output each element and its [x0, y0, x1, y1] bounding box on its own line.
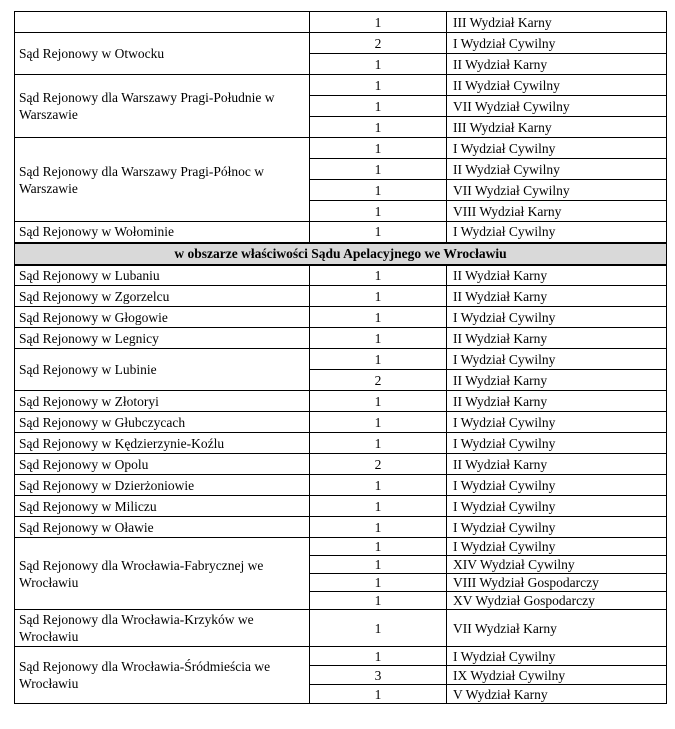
table-row — [15, 647, 667, 666]
department-cell: I Wydział Cywilny — [447, 33, 667, 54]
table-row — [15, 391, 667, 412]
table-row — [15, 307, 667, 328]
table-row — [15, 33, 667, 54]
count-cell: 1 — [310, 592, 447, 610]
court-cell: Sąd Rejonowy w Legnicy — [15, 328, 310, 349]
table-row — [15, 12, 667, 33]
department-cell: VIII Wydział Karny — [447, 201, 667, 222]
court-cell: Sąd Rejonowy dla Wrocławia-Fabrycznej we Wrocławiu — [15, 538, 310, 610]
table-row — [15, 538, 667, 556]
court-cell: Sąd Rejonowy w Dzierżoniowie — [15, 475, 310, 496]
department-cell: II Wydział Karny — [447, 54, 667, 75]
court-cell: Sąd Rejonowy dla Wrocławia-Krzyków we Wrocławiu — [15, 610, 310, 647]
department-cell: II Wydział Karny — [447, 454, 667, 475]
count-cell: 1 — [310, 433, 447, 454]
count-cell: 1 — [310, 117, 447, 138]
department-cell: II Wydział Karny — [447, 286, 667, 307]
court-cell: Sąd Rejonowy w Złotoryi — [15, 391, 310, 412]
count-cell: 1 — [310, 138, 447, 159]
court-cell: Sąd Rejonowy w Kędzierzynie-Koźlu — [15, 433, 310, 454]
court-cell: Sąd Rejonowy w Głogowie — [15, 307, 310, 328]
table-row — [15, 138, 667, 159]
department-cell: I Wydział Cywilny — [447, 647, 667, 666]
department-cell: I Wydział Cywilny — [447, 475, 667, 496]
table-row — [15, 517, 667, 538]
court-cell: Sąd Rejonowy w Zgorzelcu — [15, 286, 310, 307]
department-cell: II Wydział Cywilny — [447, 75, 667, 96]
department-cell: VII Wydział Karny — [447, 610, 667, 647]
court-cell — [15, 12, 310, 33]
count-cell: 1 — [310, 180, 447, 201]
table-row — [15, 222, 667, 243]
count-cell: 1 — [310, 265, 447, 286]
table-row — [15, 475, 667, 496]
count-cell: 1 — [310, 610, 447, 647]
department-cell: V Wydział Karny — [447, 685, 667, 704]
count-cell: 1 — [310, 286, 447, 307]
section-header-row — [15, 243, 667, 265]
count-cell: 1 — [310, 201, 447, 222]
count-cell: 1 — [310, 307, 447, 328]
department-cell: I Wydział Cywilny — [447, 412, 667, 433]
department-cell: I Wydział Cywilny — [447, 307, 667, 328]
department-cell: IX Wydział Cywilny — [447, 666, 667, 685]
department-cell: II Wydział Karny — [447, 391, 667, 412]
department-cell: VII Wydział Cywilny — [447, 96, 667, 117]
count-cell: 3 — [310, 666, 447, 685]
count-cell: 1 — [310, 647, 447, 666]
count-cell: 1 — [310, 538, 447, 556]
count-cell: 2 — [310, 454, 447, 475]
count-cell: 1 — [310, 54, 447, 75]
count-cell: 1 — [310, 328, 447, 349]
court-cell: Sąd Rejonowy dla Wrocławia-Śródmieścia we Wrocławiu — [15, 647, 310, 704]
count-cell: 1 — [310, 475, 447, 496]
department-cell: II Wydział Karny — [447, 265, 667, 286]
count-cell: 1 — [310, 517, 447, 538]
department-cell: I Wydział Cywilny — [447, 538, 667, 556]
table-row — [15, 454, 667, 475]
court-cell: Sąd Rejonowy w Miliczu — [15, 496, 310, 517]
table-row — [15, 496, 667, 517]
department-cell: II Wydział Karny — [447, 370, 667, 391]
table-row — [15, 328, 667, 349]
count-cell: 2 — [310, 33, 447, 54]
court-cell: Sąd Rejonowy dla Warszawy Pragi-Południe w Warszawie — [15, 75, 310, 138]
table-row — [15, 75, 667, 96]
count-cell: 1 — [310, 496, 447, 517]
court-cell: Sąd Rejonowy w Lubaniu — [15, 265, 310, 286]
table-row — [15, 412, 667, 433]
department-cell: VII Wydział Cywilny — [447, 180, 667, 201]
court-cell: Sąd Rejonowy w Wołominie — [15, 222, 310, 243]
department-cell: I Wydział Cywilny — [447, 349, 667, 370]
court-cell: Sąd Rejonowy w Głubczycach — [15, 412, 310, 433]
department-cell: II Wydział Karny — [447, 328, 667, 349]
count-cell: 1 — [310, 12, 447, 33]
department-cell: I Wydział Cywilny — [447, 517, 667, 538]
department-cell: III Wydział Karny — [447, 117, 667, 138]
table-row — [15, 433, 667, 454]
count-cell: 1 — [310, 391, 447, 412]
table-row — [15, 286, 667, 307]
department-cell: II Wydział Cywilny — [447, 159, 667, 180]
department-cell: XIV Wydział Cywilny — [447, 556, 667, 574]
department-cell: VIII Wydział Gospodarczy — [447, 574, 667, 592]
count-cell: 1 — [310, 159, 447, 180]
count-cell: 1 — [310, 574, 447, 592]
department-cell: I Wydział Cywilny — [447, 496, 667, 517]
count-cell: 1 — [310, 222, 447, 243]
court-cell: Sąd Rejonowy w Oławie — [15, 517, 310, 538]
count-cell: 1 — [310, 75, 447, 96]
section-header: w obszarze właściwości Sądu Apelacyjnego we Wrocławiu — [15, 243, 667, 265]
court-cell: Sąd Rejonowy w Otwocku — [15, 33, 310, 75]
count-cell: 1 — [310, 685, 447, 704]
department-cell: XV Wydział Gospodarczy — [447, 592, 667, 610]
count-cell: 2 — [310, 370, 447, 391]
count-cell: 1 — [310, 556, 447, 574]
table-row — [15, 349, 667, 370]
table-row — [15, 265, 667, 286]
department-cell: I Wydział Cywilny — [447, 433, 667, 454]
count-cell: 1 — [310, 96, 447, 117]
department-cell: I Wydział Cywilny — [447, 222, 667, 243]
court-cell: Sąd Rejonowy dla Warszawy Pragi-Północ w Warszawie — [15, 138, 310, 222]
count-cell: 1 — [310, 349, 447, 370]
court-cell: Sąd Rejonowy w Lubinie — [15, 349, 310, 391]
department-cell: III Wydział Karny — [447, 12, 667, 33]
courts-table — [14, 11, 667, 704]
count-cell: 1 — [310, 412, 447, 433]
department-cell: I Wydział Cywilny — [447, 138, 667, 159]
table-row — [15, 610, 667, 647]
court-cell: Sąd Rejonowy w Opolu — [15, 454, 310, 475]
